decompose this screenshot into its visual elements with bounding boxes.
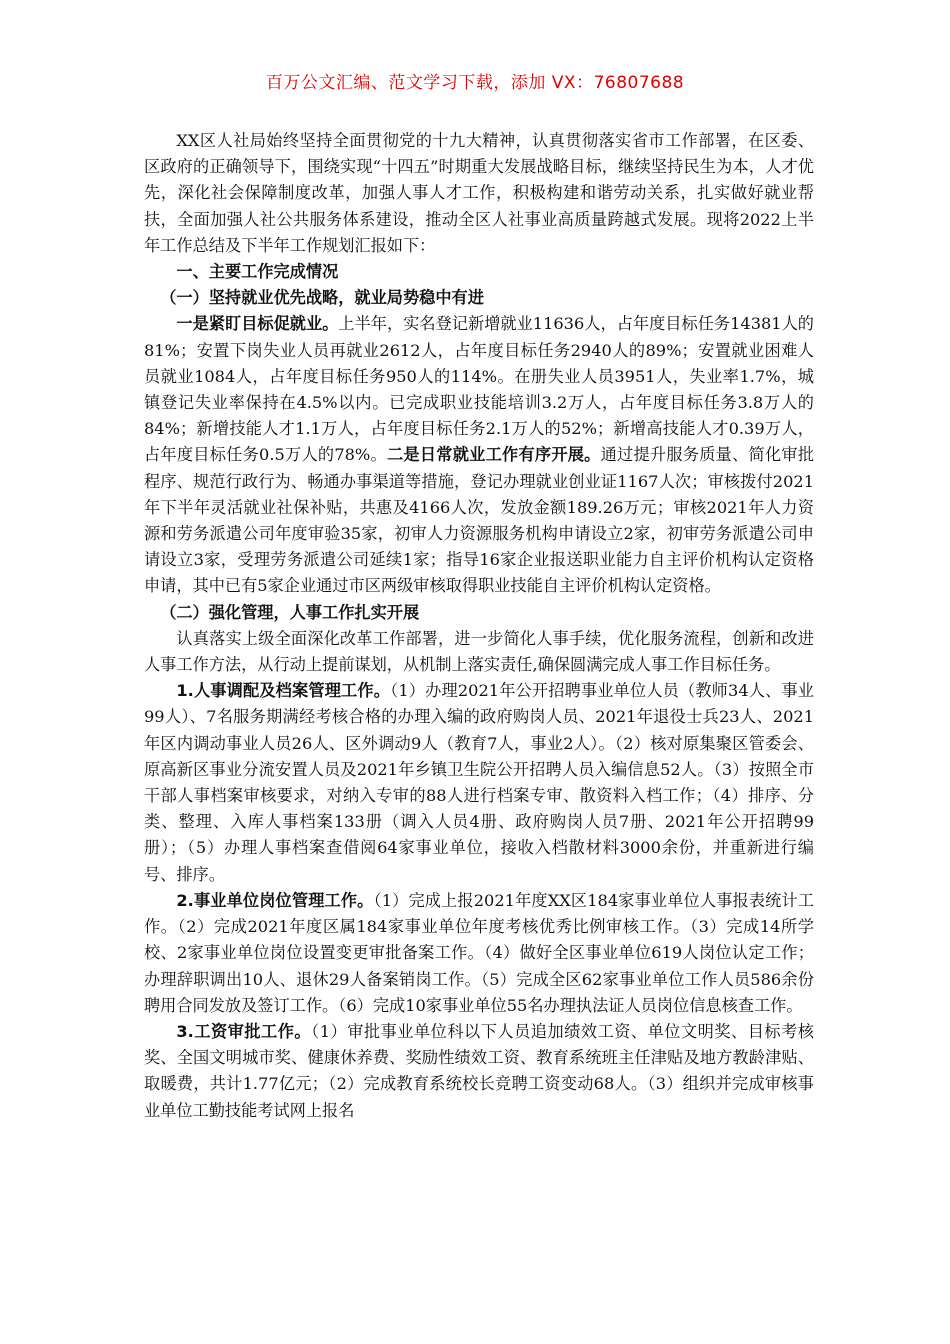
paragraph-text: 通过提升服务质量、简化审批程序、规范行政行为、畅通办事渠道等措施，登记办理就业创业证1167人次；审核拨付2021年下半年灵活就业社保补贴，共惠及4166人次，发放金额189.26万元；审核2021年人力资源和劳务派遣公司年度审验35家，初审人力资源服务机构申请设立2家，初审劳务派遣公司申请设立3家，受理劳务派遣公司延续1家；指导16家企业报送职业能力自主评价机构认定资格申请，其中已有5家企业通过市区两级审核取得职业技能自主评价机构认定资格。	[144, 445, 815, 596]
bold-lead: 2.事业单位岗位管理工作。	[176, 890, 374, 910]
paragraph-text: （1）审批事业单位科以下人员追加绩效工资、单位文明奖、目标考核奖、全国文明城市奖、健康休养费、奖励性绩效工资、教育系统班主任津贴及地方教龄津贴、取暖费，共计1.77亿元；（2）完成教育系统校长竞聘工资变动68人。（3）组织并完成审核事业单位工勤技能考试网上报名	[144, 1021, 814, 1120]
bold-lead: 一是紧盯目标促就业。	[176, 314, 339, 334]
personnel-intro-paragraph: 认真落实上级全面深化改革工作部署，进一步简化人事手续，优化服务流程，创新和改进人事工作方法，从行动上提前谋划，从机制上落实责任,确保圆满完成人事工作目标任务。	[144, 628, 814, 675]
document-body	[144, 128, 814, 1124]
paragraph-text: （1）完成上报2021年度XX区184家事业单位人事报表统计工作。（2）完成2021年度区属184家事业单位年度考核优秀比例审核工作。（3）完成14所学校、2家事业单位岗位设置变更审批备案工作。（4）做好全区事业单位619人岗位认定工作；办理辞职调出10人、退休29人备案销岗工作。（5）完成全区62家事业单位工作人员586余份聘用合同发放及签订工作。（6）完成10家事业单位55名办理执法证人员岗位信息核查工作。	[144, 890, 814, 1015]
bold-lead: 1.人事调配及档案管理工作。	[176, 681, 391, 701]
item-paragraph	[144, 888, 814, 1019]
intro-paragraph: XX区人社局始终坚持全面贯彻党的十九大精神，认真贯彻落实省市工作部署，在区委、区政府的正确领导下，围绕实现“十四五”时期重大发展战略目标，继续坚持民生为本，人才优先，深化社会保障制度改革，加强人事人才工作，积极构建和谐劳动关系，扎实做好就业帮扶，全面加强人社公共服务体系建设，推动全区人社事业高质量跨越式发展。现将2022上半年工作总结及下半年工作规划汇报如下：	[144, 131, 814, 255]
item-paragraph	[144, 1019, 814, 1124]
subsection-heading: （一）坚持就业优先战略，就业局势稳中有进	[160, 288, 484, 308]
item-paragraph	[144, 678, 814, 888]
bold-lead: 二是日常就业工作有序开展。	[386, 445, 601, 465]
section-heading: 一、主要工作完成情况	[176, 262, 339, 282]
header-banner: 百万公文汇编、范文学习下载，添加 VX：76807688	[265, 73, 685, 93]
subsection-heading: （二）强化管理，人事工作扎实开展	[160, 602, 420, 622]
paragraph-text: （1）办理2021年公开招聘事业单位人员（教师34人、事业99人）、7名服务期满经考核合格的办理入编的政府购岗人员、2021年退役士兵23人、2021年区内调动事业人员26人、区外调动9人（教育7人，事业2人）。（2）核对原集聚区管委会、原高新区事业分流安置人员及2021年乡镇卫生院公开招聘人员入编信息52人。（3）按照全市干部人事档案审核要求，对纳入专审的88人进行档案专审、散资料入档工作；（4）排序、分类、整理、入库人事档案133册（调入人员4册、政府购岗人员7册、2021年公开招聘99册）；（5）办理人事档案查借阅64家事业单位，接收入档散材料3000余份，并重新进行编号、排序。	[144, 681, 814, 884]
paragraph-text: 上半年，实名登记新增就业11636人，占年度目标任务14381人的81%；安置下岗失业人员再就业2612人，占年度目标任务2940人的89%；安置就业困难人员就业1084人，占年度目标任务950人的114%。在册失业人员3951人，失业率1.7%，城镇登记失业率保持在4.5%以内。已完成职业技能培训3.2万人，占年度目标任务3.8万人的84%；新增技能人才1.1万人，占年度目标任务2.1万人的52%；新增高技能人才0.39万人，占年度目标任务0.5万人的78%。	[144, 314, 814, 465]
employment-paragraph	[144, 311, 814, 599]
bold-lead: 3.工资审批工作。	[176, 1021, 312, 1041]
